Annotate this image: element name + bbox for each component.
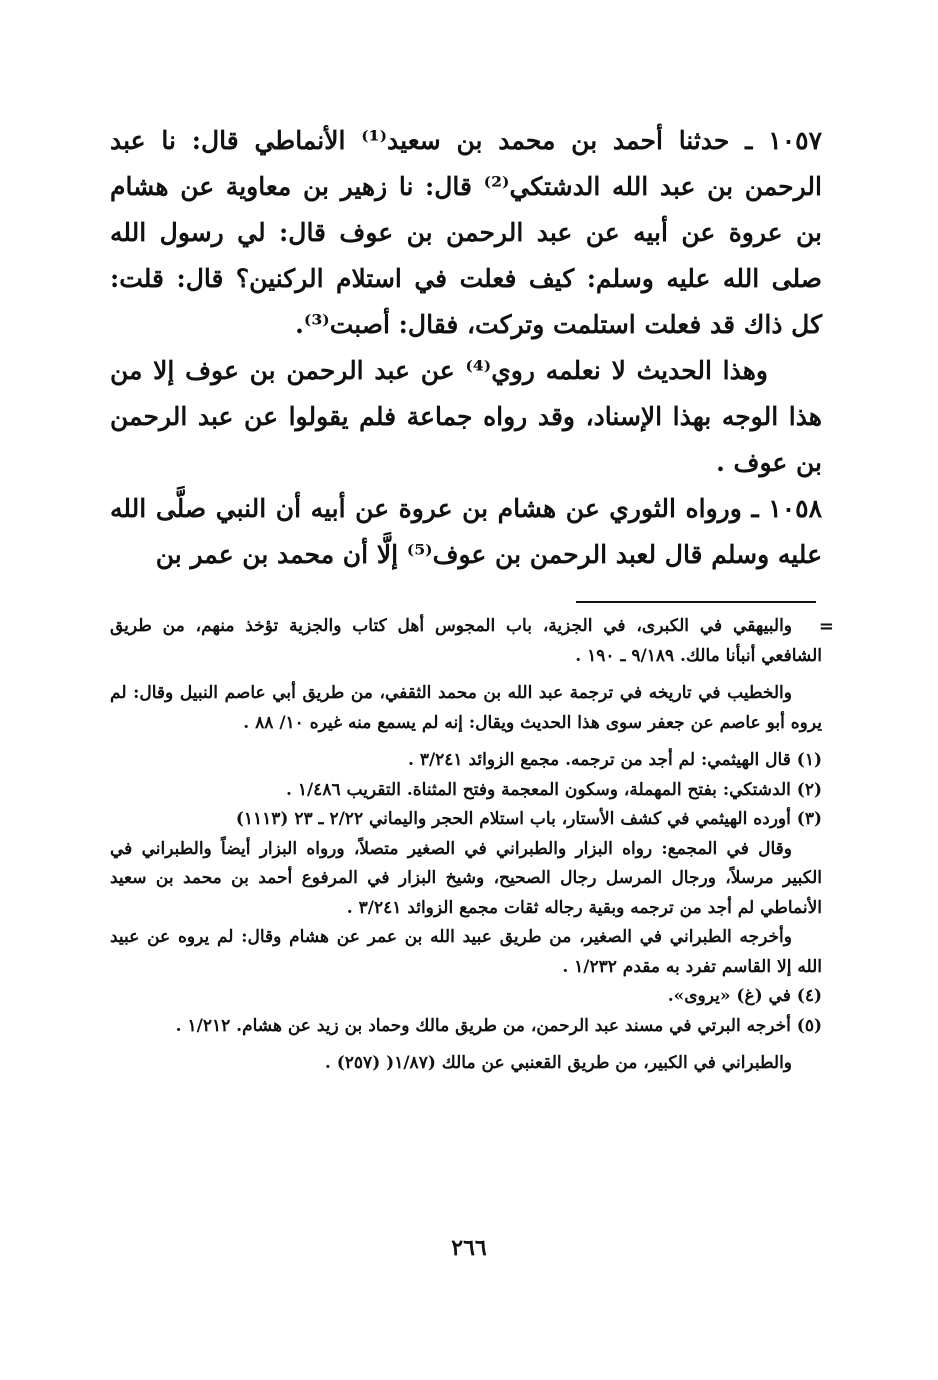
main-text — [110, 118, 822, 578]
hadith-1058: ١٠٥٨ ـ ورواه الثوري عن هشام بن عروة عن أبيه أن النبي صلَّى الله عليه وسلم قال لعبد الرحمن بن عوف⁽⁵⁾ إلَّا أن محمد بن عمر بن — [110, 494, 822, 569]
footnote-5-continuation: والطبراني في الكبير، من طريق القعنبي عن مالك (١/٨٧( (٢٥٧) . — [324, 1053, 792, 1073]
footnote-3-continuation: وقال في المجمع: رواه البزار والطبراني في الصغير متصلاً، ورواه البزار أيضاً والطبراني في الكبير مرسلاً، ورجال المرسل رجال الصحيح، وشيخ البزار في المرفوع أحمد بن محمد بن سعيد الأنماطي لم أجد من ترجمه وبقية رجاله ثقات مجمع الزوائد ٣/٢٤١ . — [110, 838, 822, 918]
page-number: ٢٦٦ — [451, 1235, 487, 1261]
footnote-3: (٣) أورده الهيثمي في كشف الأستار، باب استلام الحجر واليماني ٢/٢٢ ـ ٢٣ (١١١٣) — [235, 809, 822, 829]
continuation-marker: = — [818, 616, 834, 637]
footnotes — [110, 612, 822, 1079]
author-comment: وهذا الحديث لا نعلمه روي⁽⁴⁾ عن عبد الرحمن بن عوف إلا من هذا الوجه بهذا الإسناد، وقد رواه جماعة فلم يقولوا عن عبد الرحمن بن عوف . — [110, 356, 822, 477]
footnote-continuation-2: والخطيب في تاريخه في ترجمة عبد الله بن محمد الثقفي، من طريق أبي عاصم النبيل وقال: لم يروه أبو عاصم عن جعفر سوى هذا الحديث ويقال: إنه لم يسمع منه غيره ١٠/ ٨٨ . — [110, 683, 822, 733]
footnote-1: (١) قال الهيثمي: لم أجد من ترجمه. مجمع الزوائد ٣/٢٤١ . — [407, 750, 822, 770]
footnote-continuation-1: والبيهقي في الكبرى، في الجزية، باب المجوس أهل كتاب والجزية تؤخذ منهم، من طريق الشافعي أنبأنا مالك. ٩/١٨٩ ـ ١٩٠ . — [110, 616, 822, 666]
footnote-divider — [576, 601, 816, 603]
footnote-3-continuation-2: وأخرجه الطبراني في الصغير، من طريق عبيد الله بن عمر عن هشام وقال: لم يروه عن عبيد الله إلا القاسم تفرد به مقدم ١/٢٣٢ . — [110, 927, 822, 977]
footnote-2: (٢) الدشتكي: بفتح المهملة، وسكون المعجمة وفتح المثناة. التقريب ١/٤٨٦ . — [286, 779, 822, 800]
hadith-1057: ١٠٥٧ ـ حدثنا أحمد بن محمد بن سعيد⁽¹⁾ الأنماطي قال: نا عبد الرحمن بن عبد الله الدشتكي⁽²⁾ قال: نا زهير بن معاوية عن هشام بن عروة عن أبيه عن عبد الرحمن بن عوف قال: لي رسول الله صلى الله عليه وسلم: كيف فعلت في استلام الركنين؟ قال: قلت: كل ذاك قد فعلت استلمت وتركت، فقال: أصبت⁽³⁾. — [110, 126, 822, 339]
footnote-5: (٥) أخرجه البرتي في مسند عبد الرحمن، من طريق مالك وحماد بن زيد عن هشام. ١/٢١٢ . — [175, 1015, 822, 1036]
footnote-4: (٤) في (غ) «يروى». — [667, 986, 822, 1006]
